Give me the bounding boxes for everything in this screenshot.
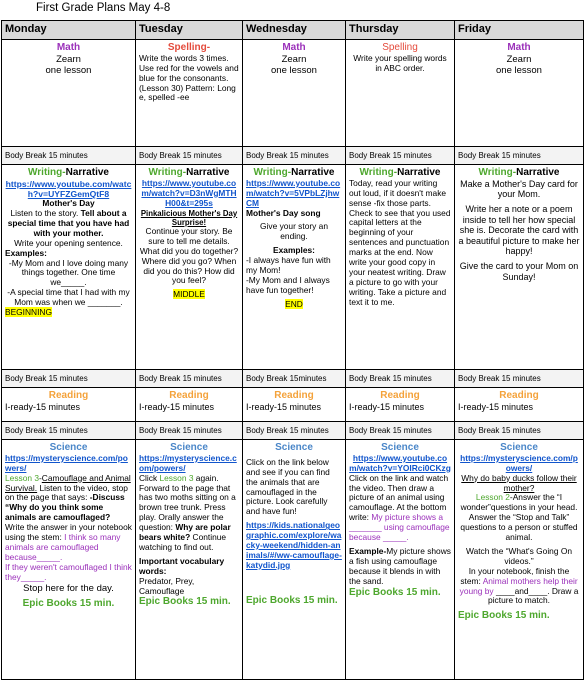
body-break-cell: Body Break 15 minutes bbox=[455, 422, 584, 440]
epic-books-label: Epic Books 15 min. bbox=[22, 597, 115, 609]
instruction-text: In your notebook, finish the stem: bbox=[460, 565, 570, 586]
subject-type: Narrative bbox=[291, 167, 335, 178]
science-link[interactable]: https://mysteryscience.com/powers/ bbox=[5, 452, 128, 473]
video-link[interactable]: https://www.youtube.com/watch?v=D3nWgMTHH00&t=295s bbox=[141, 177, 237, 208]
friday-reading-cell bbox=[455, 388, 584, 422]
example-sentence: -A special time that I had with my Mom was when we _______. bbox=[7, 287, 130, 308]
friday-writing-cell bbox=[455, 165, 584, 370]
instruction-text: Listen to the video, stop on the page that says: bbox=[5, 482, 128, 503]
body-break-cell: Body Break 15 minutes bbox=[455, 147, 584, 165]
friday-math-cell bbox=[455, 40, 584, 147]
instruction-text: Make a Mother's Day card for your Mom. bbox=[460, 178, 578, 200]
subject-label: Writing- bbox=[253, 167, 292, 178]
subject-type: Narrative bbox=[397, 167, 441, 178]
body-break-row bbox=[2, 370, 584, 388]
subject-label: Science bbox=[500, 442, 538, 453]
lesson-title: Camouflage and Animal Survival. bbox=[5, 472, 131, 493]
instruction-text: Click bbox=[139, 472, 160, 483]
body-break-cell: Body Break 15 minutes bbox=[136, 422, 243, 440]
video-link[interactable]: https://www.youtube.com/watch?v=UYFZGemQtF8 bbox=[5, 178, 132, 199]
example-sentence: -My Mom and I always have fun together! bbox=[246, 274, 330, 295]
math-lesson-count: one lesson bbox=[496, 65, 542, 76]
lesson-label: Lesson 3 bbox=[159, 472, 194, 483]
subject-label: Writing- bbox=[148, 167, 187, 178]
instruction-text: ____and____. Draw a picture to match. bbox=[488, 585, 579, 606]
lesson-label: Lesson 2 bbox=[475, 492, 510, 503]
page-title: First Grade Plans May 4-8 bbox=[36, 2, 171, 14]
video-link[interactable]: https://www.youtube.com/watch?v=5VPbLZjhwCM bbox=[246, 177, 341, 208]
instruction-text: What did you do together? bbox=[139, 245, 239, 256]
body-break-cell: Body Break 15 minutes bbox=[455, 370, 584, 388]
instruction-text: -Answer the “I wonder”questions in your head. Answer the “Stop and Talk” questions to a person or stuffed animal. bbox=[460, 492, 578, 543]
body-break-cell: Body Break 15 minutes bbox=[2, 370, 136, 388]
day-header-thursday: Thursday bbox=[346, 21, 455, 40]
subject-label: Science bbox=[381, 442, 419, 453]
science-link[interactable]: https://kids.nationalgeographic.com/explore/wacky-weekend/hidden-animals/#/ww-camouflage-katydid.jpg bbox=[246, 520, 342, 570]
day-header-tuesday: Tuesday bbox=[136, 21, 243, 40]
math-app-name: Zearn bbox=[506, 53, 532, 65]
subject-label: Math bbox=[56, 42, 81, 53]
thursday-spelling-cell bbox=[346, 40, 455, 147]
example-text: My picture shows a fish using camouflage because it blends in with the sand. bbox=[349, 545, 451, 586]
thursday-science-cell bbox=[346, 440, 455, 680]
writing-prompt: Tell about a special time that you have had with your mother. bbox=[7, 207, 130, 238]
instruction-text: Write her a note or a poem inside to tell her how special she is. Decorate the card with a beautiful picture to make her happy! bbox=[458, 204, 580, 257]
stage-badge: END bbox=[285, 298, 303, 309]
tuesday-spelling-cell bbox=[136, 40, 243, 147]
tuesday-reading-cell bbox=[136, 388, 243, 422]
discuss-label: -Discuss bbox=[89, 492, 125, 503]
instruction-text: Watch the “What's Going On videos.” bbox=[465, 545, 573, 566]
body-break-cell: Body Break 15 minutes bbox=[243, 147, 346, 165]
monday-math-cell bbox=[2, 40, 136, 147]
vocabulary-words: Predator, Prey, Camouflage bbox=[139, 575, 195, 596]
friday-science-cell bbox=[455, 440, 584, 680]
separator-text: - bbox=[39, 472, 42, 483]
wednesday-writing-cell bbox=[243, 165, 346, 370]
math-app-name: Zearn bbox=[56, 53, 81, 65]
science-link[interactable]: https://mysteryscience.com/powers/ bbox=[460, 452, 578, 473]
writing-row bbox=[2, 165, 584, 370]
header-row bbox=[2, 21, 584, 40]
body-break-cell: Body Break 15 minutes bbox=[2, 422, 136, 440]
spelling-instructions: Write your spelling words in ABC order. bbox=[353, 52, 447, 73]
example-label: Example- bbox=[349, 545, 387, 556]
body-break-cell: Body Break 15 minutes bbox=[243, 422, 346, 440]
instruction-text: Write the answer in your notebook using the stem: bbox=[5, 522, 132, 543]
body-break-cell: Body Break 15 minutes bbox=[136, 370, 243, 388]
stage-badge: MIDDLE bbox=[173, 289, 205, 300]
subject-label: Writing- bbox=[28, 167, 66, 178]
video-title: Mother's Day song bbox=[246, 207, 321, 218]
instruction-text: Where did you go? When did you do this? How did you feel? bbox=[141, 255, 237, 286]
instruction-text: Give the card to your Mom on Sunday! bbox=[459, 261, 579, 282]
reading-task: I-ready-15 minutes bbox=[458, 401, 534, 412]
epic-books-label: Epic Books 15 min. bbox=[246, 594, 338, 606]
epic-books-label: Epic Books 15 min. bbox=[349, 586, 441, 598]
examples-label: Examples: bbox=[5, 247, 47, 258]
subject-label: Spelling- bbox=[167, 42, 211, 53]
discussion-question: “Why do you think some animals are camouflaged? bbox=[5, 502, 111, 523]
body-break-row bbox=[2, 147, 584, 165]
epic-books-label: Epic Books 15 min. bbox=[139, 596, 231, 608]
vocabulary-label: Important vocabulary words: bbox=[139, 555, 225, 576]
video-title: Mother's Day bbox=[42, 198, 95, 209]
body-break-cell: Body Break 15minutes bbox=[243, 370, 346, 388]
first-subject-row bbox=[2, 40, 584, 147]
subject-type: Narrative bbox=[516, 167, 560, 178]
instruction-text: Listen to the story. bbox=[10, 207, 81, 218]
instruction-text: Click on the link and watch the video. Then draw a picture of an animal using camouflage. At the bottom write: bbox=[349, 472, 449, 523]
reading-task: I-ready-15 minutes bbox=[349, 401, 425, 412]
science-link[interactable]: https://mysteryscience.com/powers/ bbox=[139, 452, 237, 473]
thursday-writing-cell bbox=[346, 165, 455, 370]
epic-books-label: Epic Books 15 min. bbox=[458, 610, 550, 622]
body-break-cell: Body Break 15 minutes bbox=[346, 422, 455, 440]
math-app-name: Zearn bbox=[281, 53, 307, 65]
instruction-text: Give your story an ending. bbox=[260, 221, 328, 242]
monday-science-cell bbox=[2, 440, 136, 680]
day-header-monday: Monday bbox=[2, 21, 136, 40]
subject-type: Narrative bbox=[186, 167, 230, 178]
sentence-stem: If they weren't camouflaged I think they_____. bbox=[5, 561, 132, 582]
wednesday-math-cell bbox=[243, 40, 346, 147]
subject-label: Math bbox=[507, 42, 531, 53]
body-break-cell: Body Break 15 minutes bbox=[2, 147, 136, 165]
thursday-reading-cell bbox=[346, 388, 455, 422]
sentence-stem: Animal mothers help their young by bbox=[459, 575, 578, 596]
instruction-text: Continue watching to find out. bbox=[139, 532, 227, 552]
body-break-cell: Body Break 15 minutes bbox=[136, 147, 243, 165]
example-sentence: -My Mom and I love doing many things together. One time we_____. bbox=[8, 257, 129, 288]
science-row bbox=[2, 440, 584, 680]
reading-task: I-ready-15 minutes bbox=[5, 401, 81, 412]
body-break-cell: Body Break 15 minutes bbox=[346, 370, 455, 388]
subject-label: Writing- bbox=[478, 167, 517, 178]
monday-reading-cell bbox=[2, 388, 136, 422]
subject-label: Reading bbox=[274, 390, 314, 401]
subject-label: Science bbox=[49, 442, 88, 453]
subject-type: Narrative bbox=[65, 167, 109, 178]
subject-label: Science bbox=[275, 442, 313, 453]
lesson-plan-table bbox=[1, 20, 584, 680]
instruction-text: again. Forward to the page that has two moths sitting on a brown tree trunk. Press play. Orally answer the question: bbox=[139, 472, 236, 533]
video-title: Pinkalicious Mother's Day Surprise! bbox=[140, 208, 238, 227]
sentence-stem: My picture shows a _______ using camouflage because _____. bbox=[349, 512, 450, 543]
example-sentence: -I always have fun with my Mom! bbox=[246, 255, 331, 276]
lesson-label: Lesson 3 bbox=[5, 472, 39, 483]
subject-label: Reading bbox=[380, 390, 420, 401]
subject-label: Writing- bbox=[359, 167, 398, 178]
subject-label: Reading bbox=[499, 390, 539, 401]
tuesday-science-cell bbox=[136, 440, 243, 680]
instruction-text: Click on the link below and see if you can find the animals that are camouflaged in the picture. Look carefully and have fun! bbox=[246, 456, 330, 517]
math-lesson-count: one lesson bbox=[45, 65, 92, 76]
day-header-friday: Friday bbox=[455, 21, 584, 40]
stage-badge: BEGINNING bbox=[5, 307, 52, 318]
math-lesson-count: one lesson bbox=[271, 65, 317, 76]
wednesday-science-cell bbox=[243, 440, 346, 680]
science-link[interactable]: https://www.youtube.com/watch?v=YOIRci0CKzg bbox=[349, 452, 451, 473]
lesson-question: Why do baby ducks follow their mother? bbox=[461, 472, 577, 493]
subject-label: Math bbox=[282, 42, 306, 53]
subject-label: Reading bbox=[169, 390, 209, 401]
day-header-wednesday: Wednesday bbox=[243, 21, 346, 40]
discussion-question: Why are polar bears white? bbox=[139, 522, 231, 543]
subject-label: Spelling bbox=[382, 42, 418, 53]
reading-task: I-ready-15 minutes bbox=[246, 401, 322, 412]
reading-task: I-ready-15 minutes bbox=[139, 401, 215, 412]
wednesday-reading-cell bbox=[243, 388, 346, 422]
sentence-stem: I think so many animals are camouflaged because_____. bbox=[5, 532, 121, 562]
subject-label: Reading bbox=[48, 390, 89, 401]
instruction-text: Stop here for the day. bbox=[23, 582, 114, 594]
instruction-text: Today, read your writing out loud, if it doesn't make sense -fix those parts. Check to see that you used capital letters at the beginning of your sentences and punctuation marks at the end. Now write your good copy in your neatest writing. Draw a picture to go with your writing. Take a picture and text it to me. bbox=[349, 177, 451, 307]
instruction-text: Write your opening sentence. bbox=[14, 237, 123, 248]
spelling-instructions: Write the words 3 times. Use red for the vowels and blue for the consonants. (Lesson 30) Pattern: Long e, spelled -ee bbox=[139, 52, 239, 103]
examples-label: Examples: bbox=[273, 245, 315, 256]
instruction-text: Continue your story. Be sure to tell me details. bbox=[145, 225, 233, 246]
monday-writing-cell bbox=[2, 165, 136, 370]
body-break-cell: Body Break 15 minutes bbox=[346, 147, 455, 165]
reading-row bbox=[2, 388, 584, 422]
subject-label: Science bbox=[170, 442, 208, 453]
tuesday-writing-cell bbox=[136, 165, 243, 370]
body-break-row bbox=[2, 422, 584, 440]
